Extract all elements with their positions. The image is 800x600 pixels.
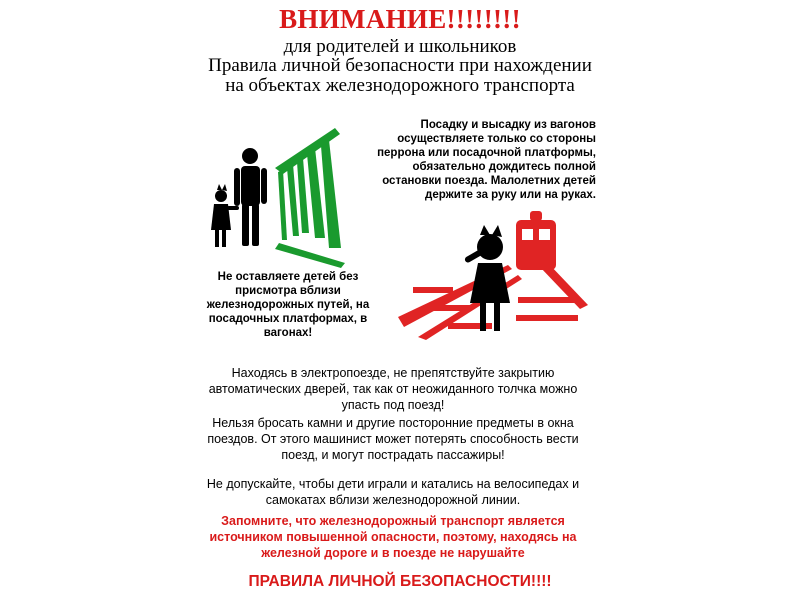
- paragraph-bikes: Не допускайте, чтобы дети играли и катались на велосипедах и самокатах вблизи железнодорожной линии.: [206, 477, 580, 507]
- child-on-railway-icon: [398, 205, 588, 340]
- note-children-supervision: Не оставляете детей без присмотра вблизи железнодорожных путей, на посадочных платформах, в вагонах!: [206, 271, 370, 339]
- note-boarding-rules: Посадку и высадку из вагонов осуществляете только со стороны перрона или посадочной платформы, обязательно дождитесь полной остановки поезда. Малолетних детей держите за руку или на руках.: [377, 119, 596, 201]
- warning-paragraph: Запомните, что железнодорожный транспорт является источником повышенной опасности, поэтому, находясь на железной дороге и в поезде не нарушайте: [209, 514, 577, 560]
- page-title: ВНИМАНИЕ!!!!!!!!: [279, 4, 521, 34]
- subtitle-audience: для родителей и школьников: [283, 36, 517, 57]
- paragraph-stones: Нельзя бросать камни и другие посторонние предметы в окна поездов. От этого машинист может потерять способность вести поезд, и могут пострадать пассажиры!: [207, 416, 579, 462]
- final-slogan: ПРАВИЛА ЛИЧНОЙ БЕЗОПАСНОСТИ!!!!: [248, 573, 552, 590]
- parent-with-child-icon: [205, 118, 355, 268]
- paragraph-doors: Находясь в электропоезде, не препятствуйте закрытию автоматических дверей, так как от неожиданного толчка можно упасть под поезд!: [208, 366, 578, 412]
- subtitle-rules-line-2: на объектах железнодорожного транспорта: [225, 75, 575, 96]
- subtitle-rules-line-1: Правила личной безопасности при нахождении: [208, 55, 592, 76]
